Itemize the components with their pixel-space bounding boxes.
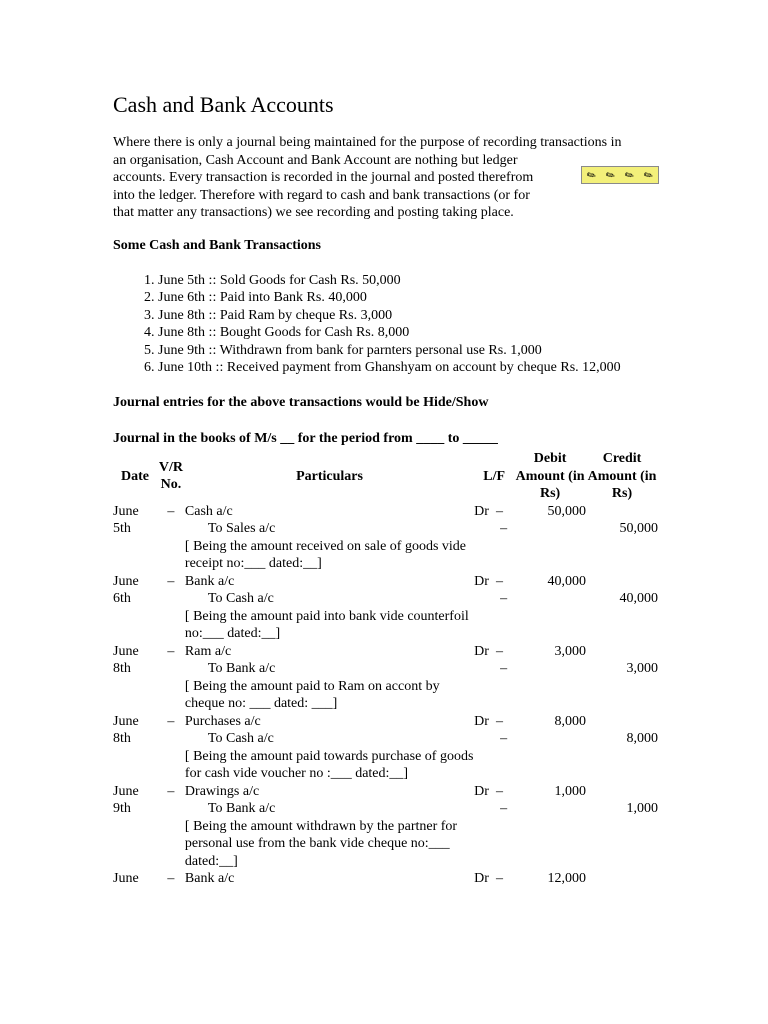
entry-vr: –	[167, 643, 175, 659]
journal-books-heading: Journal in the books of M/s __ for the period from ____ to _____	[113, 431, 498, 446]
debit-amount: 50,000	[547, 503, 587, 519]
lf-value: –	[495, 503, 503, 519]
header-lf: L/F	[483, 468, 506, 484]
dr-marker	[474, 643, 514, 661]
intro-line: an organisation, Cash Account and Bank Account are nothing but ledger	[113, 152, 518, 168]
list-item: 6. June 10th :: Received payment from Ghanshyam on account by cheque Rs. 12,000	[158, 359, 621, 376]
table-row	[113, 538, 658, 573]
table-row	[113, 643, 658, 661]
dr-marker	[474, 573, 514, 591]
debit-amount: 12,000	[547, 871, 587, 886]
credit-account-cell	[185, 730, 474, 748]
empty-cell	[474, 818, 658, 871]
lf-value: –	[495, 643, 503, 659]
credit-account-cell	[185, 800, 474, 818]
credit-account: To Bank a/c	[207, 661, 276, 676]
lf-value: –	[495, 573, 503, 589]
credit-account-cell	[185, 660, 474, 678]
debit-account: Cash a/c	[184, 503, 233, 519]
empty-cell	[474, 678, 658, 713]
empty-cell	[157, 608, 185, 643]
dr-marker	[474, 713, 514, 731]
header-particulars: Particulars	[296, 468, 363, 484]
debit-account: Drawings a/c	[184, 783, 260, 799]
entry-date: June 8th	[113, 643, 139, 676]
empty-cell	[514, 800, 586, 818]
credit-account: To Cash a/c	[207, 731, 274, 746]
lf-value: –	[500, 731, 508, 746]
empty-cell	[157, 818, 185, 871]
empty-cell	[586, 573, 658, 591]
page-title: Cash and Bank Accounts	[113, 92, 334, 117]
pencil-arrow-icon: ✎	[622, 167, 637, 183]
empty-cell	[586, 783, 658, 801]
table-row	[113, 520, 658, 538]
credit-amount: 1,000	[626, 801, 658, 816]
empty-cell	[157, 748, 185, 783]
transactions-heading: Some Cash and Bank Transactions	[113, 238, 321, 253]
table-row	[113, 503, 658, 521]
journal-table	[113, 450, 658, 888]
empty-cell	[474, 608, 658, 643]
debit-amount: 8,000	[554, 713, 587, 729]
pencil-arrow-icon: ✎	[641, 167, 656, 183]
pencil-arrow-icon: ✎	[584, 167, 599, 183]
lf-value: –	[500, 591, 508, 606]
table-row	[113, 573, 658, 591]
table-row	[113, 870, 658, 888]
dr-label: Dr	[474, 503, 489, 519]
narration: [ Being the amount paid into bank vide counterfoil no:___ dated:__]	[184, 608, 469, 641]
credit-amount: 8,000	[626, 731, 658, 746]
header-credit: Credit Amount (in Rs)	[587, 451, 657, 501]
empty-cell	[157, 730, 185, 748]
narration: [ Being the amount withdrawn by the partner for personal use from the bank vide cheque no:___ dated:__]	[184, 818, 458, 869]
table-header-row	[113, 450, 658, 503]
icon-strip[interactable]	[581, 166, 659, 184]
empty-cell	[514, 660, 586, 678]
list-item: 1. June 5th :: Sold Goods for Cash Rs. 50,000	[158, 272, 621, 289]
credit-account: To Cash a/c	[207, 591, 274, 606]
list-item: 3. June 8th :: Paid Ram by cheque Rs. 3,000	[158, 307, 621, 324]
narration: [ Being the amount paid towards purchase of goods for cash vide voucher no :___ dated:__]	[184, 748, 474, 781]
credit-account: To Sales a/c	[207, 521, 276, 536]
journal-heading-text[interactable]: Journal entries for the above transactions would be Hide/Show	[113, 395, 489, 410]
empty-cell	[474, 748, 658, 783]
entry-vr: –	[167, 713, 175, 729]
credit-account-cell	[185, 520, 474, 538]
lf-value: –	[495, 713, 503, 729]
entry-date: June 5th	[113, 503, 139, 536]
list-item: 4. June 8th :: Bought Goods for Cash Rs. 8,000	[158, 324, 621, 341]
dr-label: Dr	[474, 713, 489, 729]
table-row	[113, 818, 658, 871]
entry-vr: –	[167, 783, 175, 799]
header-vr: V/R No.	[158, 459, 183, 493]
empty-cell	[157, 660, 185, 678]
intro-line: Where there is only a journal being maintained for the purpose of recording transactions in	[113, 135, 622, 150]
lf-value: –	[500, 801, 508, 816]
intro-line: that matter any transactions) we see recording and posting taking place.	[113, 205, 514, 220]
empty-cell	[157, 538, 185, 573]
entry-date: June 9th	[113, 783, 139, 816]
header-date: Date	[120, 468, 149, 484]
entry-vr: –	[167, 573, 175, 589]
narration: [ Being the amount received on sale of goods vide receipt no:___ dated:__]	[184, 538, 467, 571]
table-row	[113, 713, 658, 731]
entry-vr: –	[167, 871, 175, 886]
dr-label: Dr	[474, 871, 489, 886]
table-row	[113, 590, 658, 608]
dr-label: Dr	[474, 643, 489, 659]
debit-account: Purchases a/c	[184, 713, 261, 729]
credit-amount: 3,000	[626, 661, 658, 676]
empty-cell	[586, 643, 658, 661]
empty-cell	[157, 590, 185, 608]
pencil-arrow-icon: ✎	[603, 167, 618, 183]
empty-cell	[157, 678, 185, 713]
credit-amount: 50,000	[619, 521, 658, 536]
entry-date: June	[113, 871, 139, 886]
table-row	[113, 748, 658, 783]
table-row	[113, 678, 658, 713]
lf-value: –	[495, 871, 503, 886]
lf-value: –	[500, 521, 508, 536]
lf-value: –	[495, 783, 503, 799]
list-item: 5. June 9th :: Withdrawn from bank for parnters personal use Rs. 1,000	[158, 342, 621, 359]
narration: [ Being the amount paid to Ram on accont by cheque no: ___ dated: ___]	[184, 678, 440, 711]
debit-amount: 1,000	[554, 783, 587, 799]
debit-account: Ram a/c	[184, 643, 232, 659]
empty-cell	[157, 520, 185, 538]
table-row	[113, 608, 658, 643]
intro-paragraph	[113, 134, 658, 222]
debit-account: Bank a/c	[184, 871, 235, 886]
entry-date: June 6th	[113, 573, 139, 606]
header-debit: Debit Amount (in Rs)	[515, 451, 585, 501]
empty-cell	[514, 520, 586, 538]
list-item: 2. June 6th :: Paid into Bank Rs. 40,000	[158, 289, 621, 306]
credit-account-cell	[185, 590, 474, 608]
debit-account: Bank a/c	[184, 573, 235, 589]
empty-cell	[474, 538, 658, 573]
empty-cell	[586, 713, 658, 731]
table-row	[113, 730, 658, 748]
journal-heading	[113, 395, 488, 411]
table-row	[113, 660, 658, 678]
empty-cell	[586, 870, 658, 888]
debit-amount: 40,000	[547, 573, 587, 589]
empty-cell	[514, 730, 586, 748]
entry-vr: –	[167, 503, 175, 519]
debit-amount: 3,000	[554, 643, 587, 659]
lf-value: –	[500, 661, 508, 676]
intro-line: into the ledger. Therefore with regard to cash and bank transactions (or for	[113, 187, 530, 203]
dr-label: Dr	[474, 783, 489, 799]
dr-label: Dr	[474, 573, 489, 589]
table-row	[113, 800, 658, 818]
dr-marker	[474, 783, 514, 801]
intro-line: accounts. Every transaction is recorded in the journal and posted therefrom	[113, 170, 534, 185]
table-row	[113, 783, 658, 801]
entry-date: June 8th	[113, 713, 139, 746]
dr-marker	[474, 870, 514, 888]
empty-cell	[514, 590, 586, 608]
dr-marker	[474, 503, 514, 521]
credit-account: To Bank a/c	[207, 801, 276, 816]
transactions-list	[113, 272, 621, 376]
empty-cell	[157, 800, 185, 818]
credit-amount: 40,000	[619, 591, 658, 606]
empty-cell	[586, 503, 658, 521]
